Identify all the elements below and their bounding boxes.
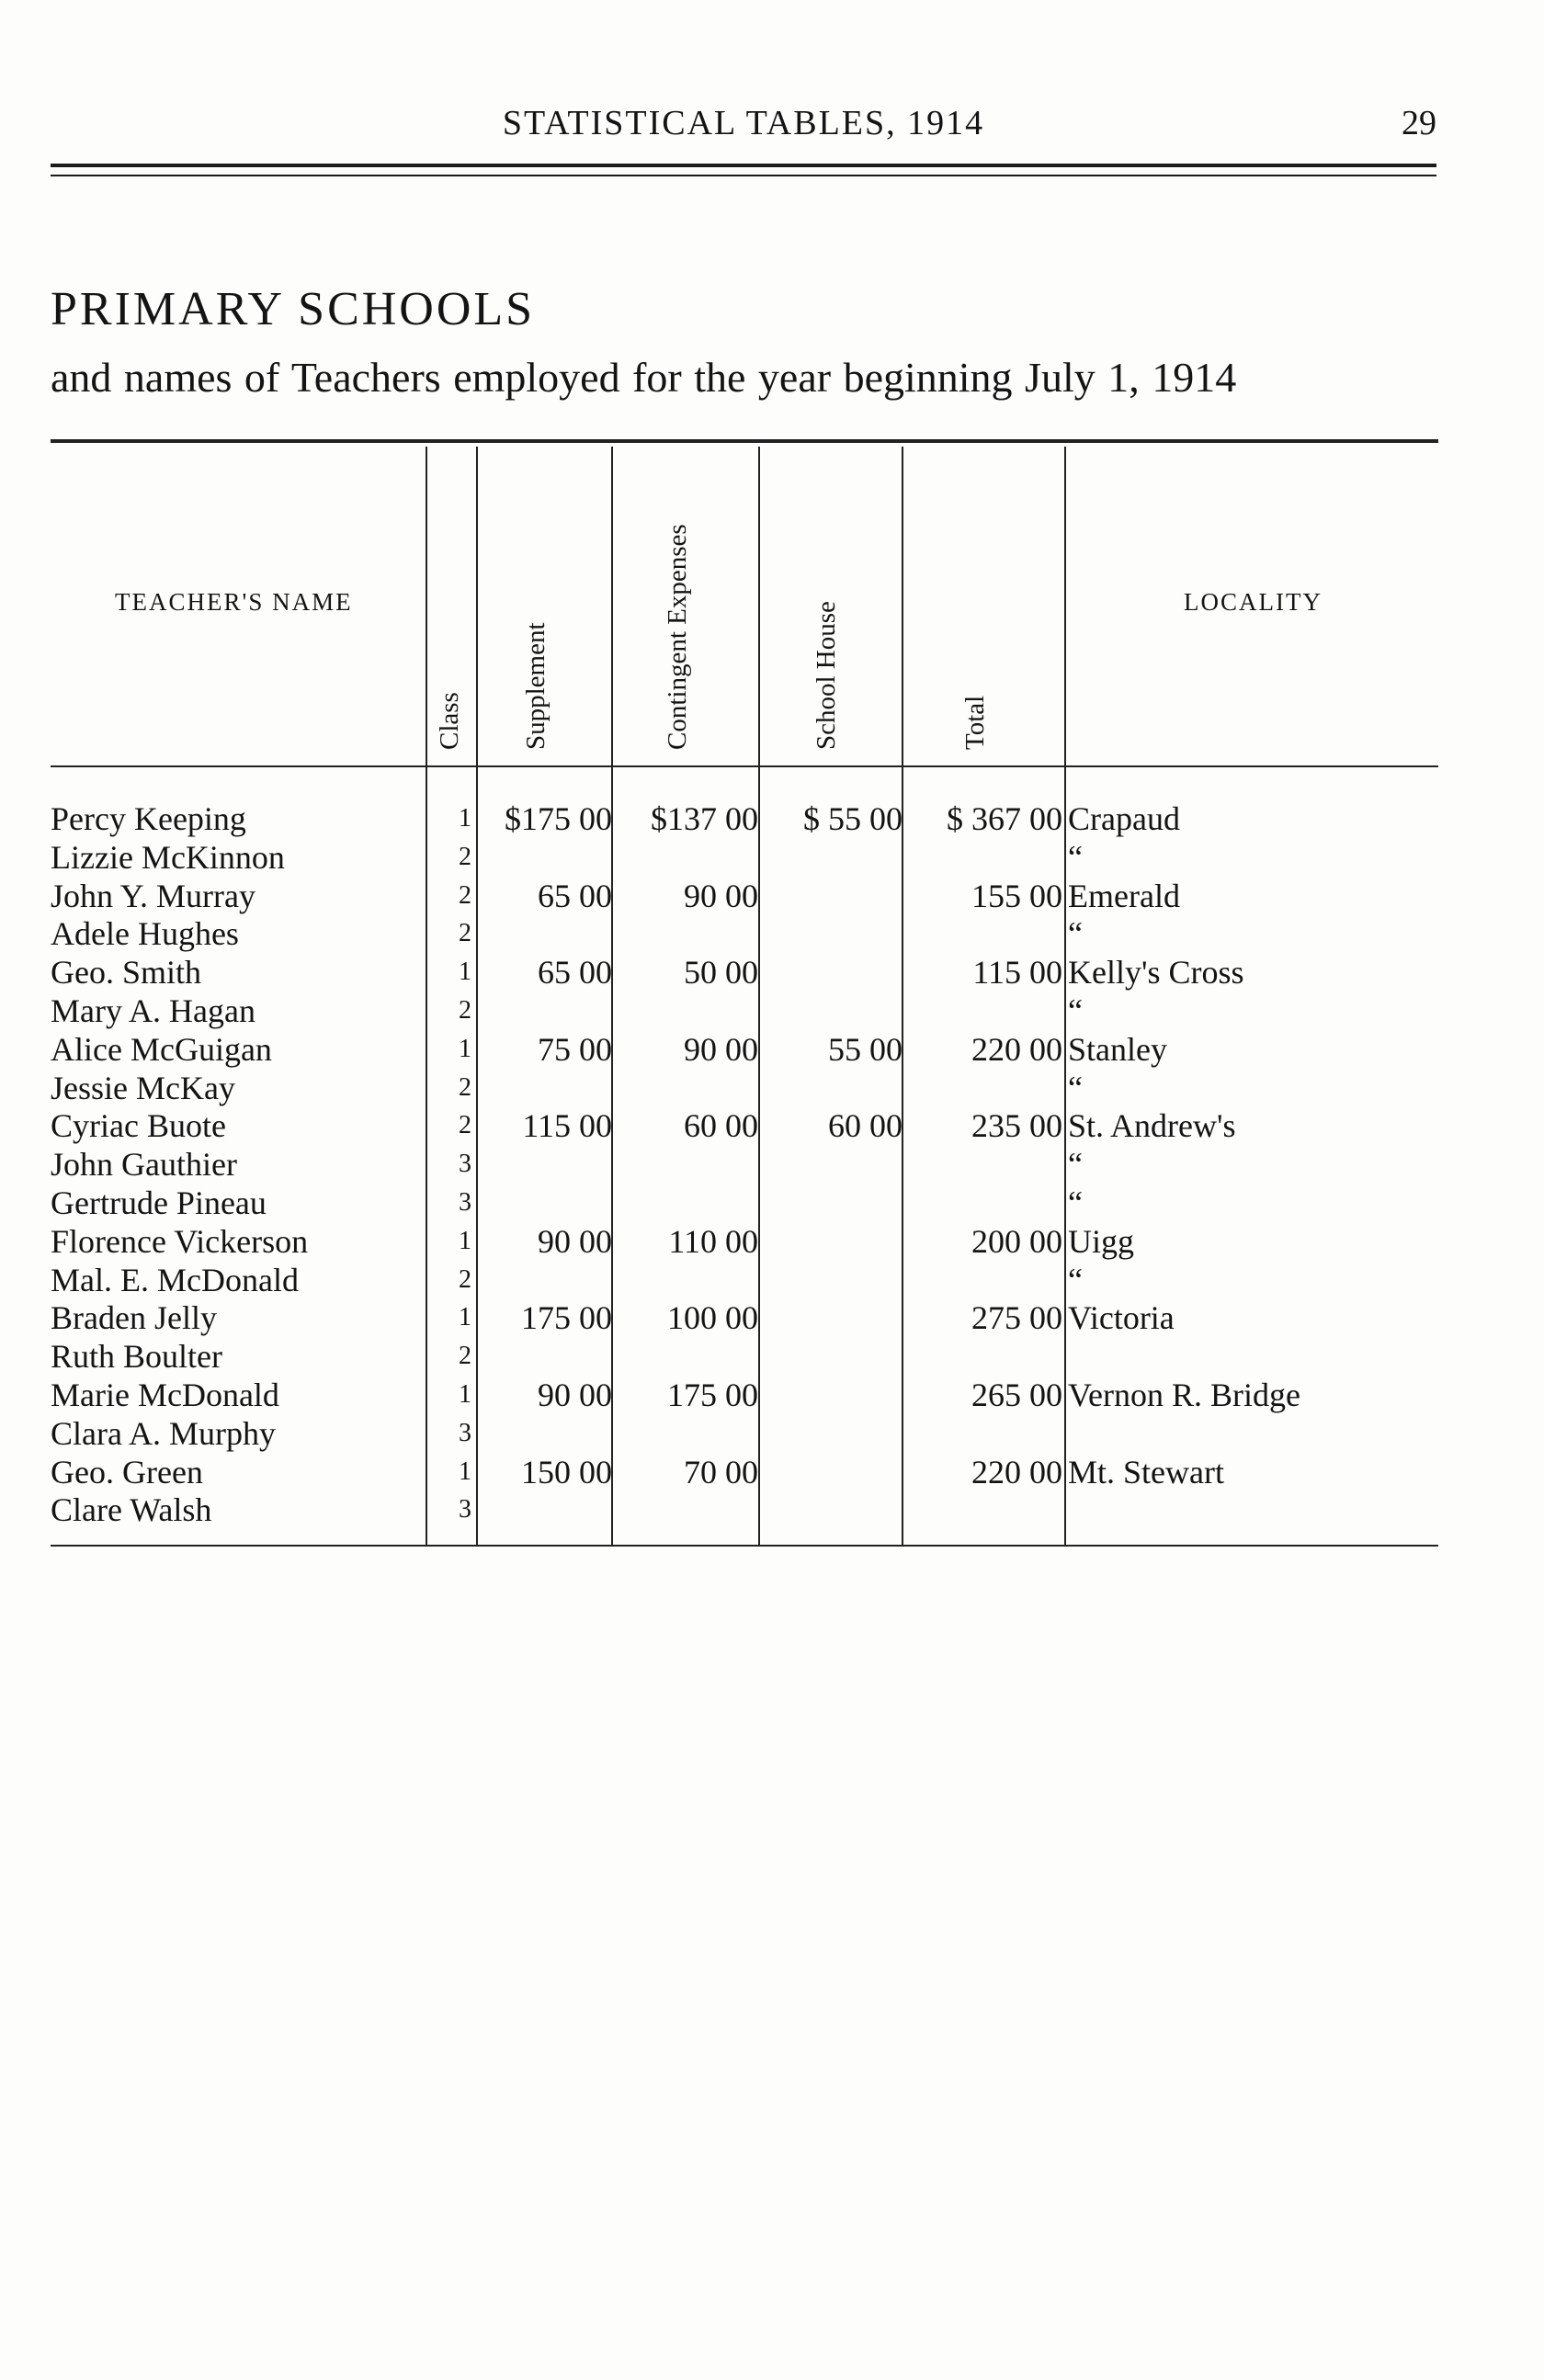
class-value: 2 [459, 1264, 471, 1294]
supplement-value: 150 00 [521, 1453, 612, 1490]
class-value: 3 [459, 1150, 471, 1179]
class-value: 1 [459, 1456, 471, 1486]
header-rule-top [51, 164, 1436, 167]
contingent-value: 90 00 [684, 877, 758, 914]
locality-value: Stanley [1068, 1030, 1167, 1068]
class-value: 2 [459, 1342, 471, 1371]
class-value: 1 [459, 1034, 471, 1063]
teacher-name: Clara A. Murphy [51, 1414, 276, 1452]
table-row [51, 1184, 1438, 1222]
locality-value: “ [1068, 992, 1083, 1029]
supplement-value: 65 00 [538, 954, 612, 992]
table-row [51, 992, 1438, 1030]
table-row [51, 1337, 1438, 1376]
contingent-value: 110 00 [668, 1222, 758, 1260]
table-row [51, 914, 1438, 953]
teacher-name: Cyriac Buote [51, 1107, 226, 1145]
table-row [51, 1376, 1438, 1414]
table-row [51, 1298, 1438, 1337]
teacher-name: John Y. Murray [51, 877, 255, 914]
class-value: 1 [459, 1226, 471, 1255]
locality-value: Uigg [1068, 1222, 1134, 1260]
total-value: 265 00 [971, 1377, 1062, 1413]
header-rule-bottom [51, 175, 1436, 176]
table-top-rule [51, 439, 1438, 443]
contingent-value: 175 00 [667, 1377, 758, 1413]
running-head [51, 103, 1436, 149]
teacher-name: Mary A. Hagan [51, 992, 255, 1029]
locality-value: “ [1068, 1146, 1083, 1184]
class-value: 2 [459, 1072, 471, 1102]
class-value: 1 [459, 804, 471, 833]
total-value: $ 367 00 [947, 800, 1062, 837]
teacher-name: Percy Keeping [51, 800, 246, 837]
header-total: Total [960, 695, 990, 750]
teacher-name: Alice McGuigan [51, 1030, 272, 1068]
teacher-name: Adele Hughes [51, 915, 239, 953]
locality-value: Kelly's Cross [1068, 954, 1244, 992]
locality-value: Victoria [1068, 1299, 1175, 1337]
table-row [51, 838, 1438, 877]
locality-value: Crapaud [1068, 800, 1180, 837]
school-house-value: 60 00 [828, 1107, 903, 1145]
total-value: 220 00 [971, 1453, 1062, 1490]
teacher-name: Mal. E. McDonald [51, 1261, 299, 1298]
total-value: 220 00 [971, 1030, 1062, 1068]
section-subtitle: and names of Teachers employed for the year beginning July 1, 1914 [51, 354, 1237, 401]
school-house-value: 55 00 [828, 1030, 903, 1068]
table-row [51, 1069, 1438, 1107]
contingent-value: 100 00 [667, 1299, 758, 1337]
teacher-name: Florence Vickerson [51, 1222, 309, 1260]
locality-value: Vernon R. Bridge [1068, 1377, 1300, 1413]
teachers-table [51, 439, 1438, 1547]
supplement-value: 90 00 [538, 1377, 612, 1413]
total-value: 155 00 [971, 877, 1062, 914]
teacher-name: Marie McDonald [51, 1377, 279, 1413]
contingent-value: 50 00 [684, 954, 758, 992]
class-value: 3 [459, 1418, 471, 1447]
header-contingent-expenses: Contingent Expenses [663, 524, 692, 750]
supplement-value: 65 00 [538, 877, 612, 914]
locality-value: “ [1068, 838, 1083, 876]
teacher-name: Braden Jelly [51, 1299, 217, 1337]
teacher-name: Geo. Smith [51, 954, 202, 992]
class-value: 1 [459, 1303, 471, 1332]
total-value: 275 00 [971, 1299, 1062, 1337]
locality-value: St. Andrew's [1068, 1107, 1236, 1145]
teacher-name: John Gauthier [51, 1146, 237, 1184]
teacher-name: Gertrude Pineau [51, 1184, 267, 1221]
section-title: PRIMARY SCHOOLS [51, 283, 536, 335]
teacher-name: Clare Walsh [51, 1491, 212, 1529]
locality-value: “ [1068, 1261, 1083, 1298]
supplement-value: 90 00 [538, 1222, 612, 1260]
teacher-name: Jessie McKay [51, 1069, 235, 1106]
class-value: 3 [459, 1188, 471, 1217]
table-row [51, 1145, 1438, 1184]
header-locality: LOCALITY [1184, 588, 1323, 616]
supplement-value: 115 00 [522, 1107, 612, 1145]
contingent-value: 60 00 [684, 1107, 758, 1145]
locality-value: Mt. Stewart [1068, 1453, 1224, 1490]
locality-value: “ [1068, 1184, 1083, 1221]
school-house-value: $ 55 00 [803, 800, 903, 837]
total-value: 115 00 [972, 954, 1062, 992]
table-row [51, 1222, 1438, 1261]
locality-value: Emerald [1068, 877, 1180, 914]
class-value: 2 [459, 880, 471, 910]
table-row [51, 1490, 1438, 1529]
class-value: 2 [459, 996, 471, 1025]
locality-value: “ [1068, 915, 1083, 953]
table-bottom-rule [51, 1545, 1438, 1547]
table-row [51, 1414, 1438, 1453]
running-title: STATISTICAL TABLES, 1914 [502, 104, 985, 142]
table-row [51, 1030, 1438, 1069]
teacher-name: Geo. Green [51, 1453, 203, 1490]
teacher-name: Ruth Boulter [51, 1338, 222, 1376]
supplement-value: $175 00 [505, 800, 612, 837]
total-value: 235 00 [971, 1107, 1062, 1145]
supplement-value: 75 00 [538, 1030, 612, 1068]
page-number: 29 [1402, 104, 1436, 142]
header-class: Class [435, 692, 464, 750]
header-bottom-rule [51, 765, 1438, 767]
class-value: 2 [459, 919, 471, 948]
locality-value: “ [1068, 1069, 1083, 1106]
class-value: 2 [459, 842, 471, 871]
contingent-value: 70 00 [684, 1453, 758, 1490]
table-row [51, 799, 1438, 838]
total-value: 200 00 [971, 1222, 1062, 1260]
header-school-house: School House [812, 601, 841, 750]
contingent-value: 90 00 [684, 1030, 758, 1068]
class-value: 1 [459, 1380, 471, 1409]
table-row [51, 953, 1438, 992]
table-row [51, 1453, 1438, 1491]
title-block [51, 280, 1438, 405]
class-value: 1 [459, 958, 471, 987]
table-row [51, 1106, 1438, 1145]
header-supplement: Supplement [521, 622, 551, 750]
teacher-name: Lizzie McKinnon [51, 838, 285, 876]
supplement-value: 175 00 [521, 1299, 612, 1337]
table-row [51, 877, 1438, 915]
contingent-value: $137 00 [651, 800, 758, 837]
class-value: 3 [459, 1495, 471, 1524]
header-teachers-name: TEACHER'S NAME [115, 588, 353, 616]
table-row [51, 1261, 1438, 1299]
class-value: 2 [459, 1111, 471, 1140]
